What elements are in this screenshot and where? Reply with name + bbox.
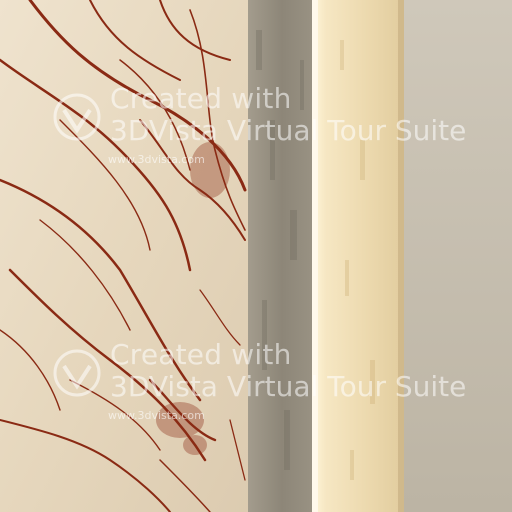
art-canvas xyxy=(0,0,250,512)
gilded-frame xyxy=(312,0,404,512)
watermark-line1: Created with xyxy=(110,338,292,371)
watermark-url: www.3dvista.com xyxy=(108,409,205,422)
wall-strip xyxy=(248,0,316,512)
watermark-line2: 3DVista Virtual Tour Suite xyxy=(110,370,467,403)
watermark-line2: 3DVista Virtual Tour Suite xyxy=(110,114,467,147)
watermark-url: www.3dvista.com xyxy=(108,153,205,166)
watermark-line1: Created with xyxy=(110,82,292,115)
right-wall xyxy=(404,0,512,512)
